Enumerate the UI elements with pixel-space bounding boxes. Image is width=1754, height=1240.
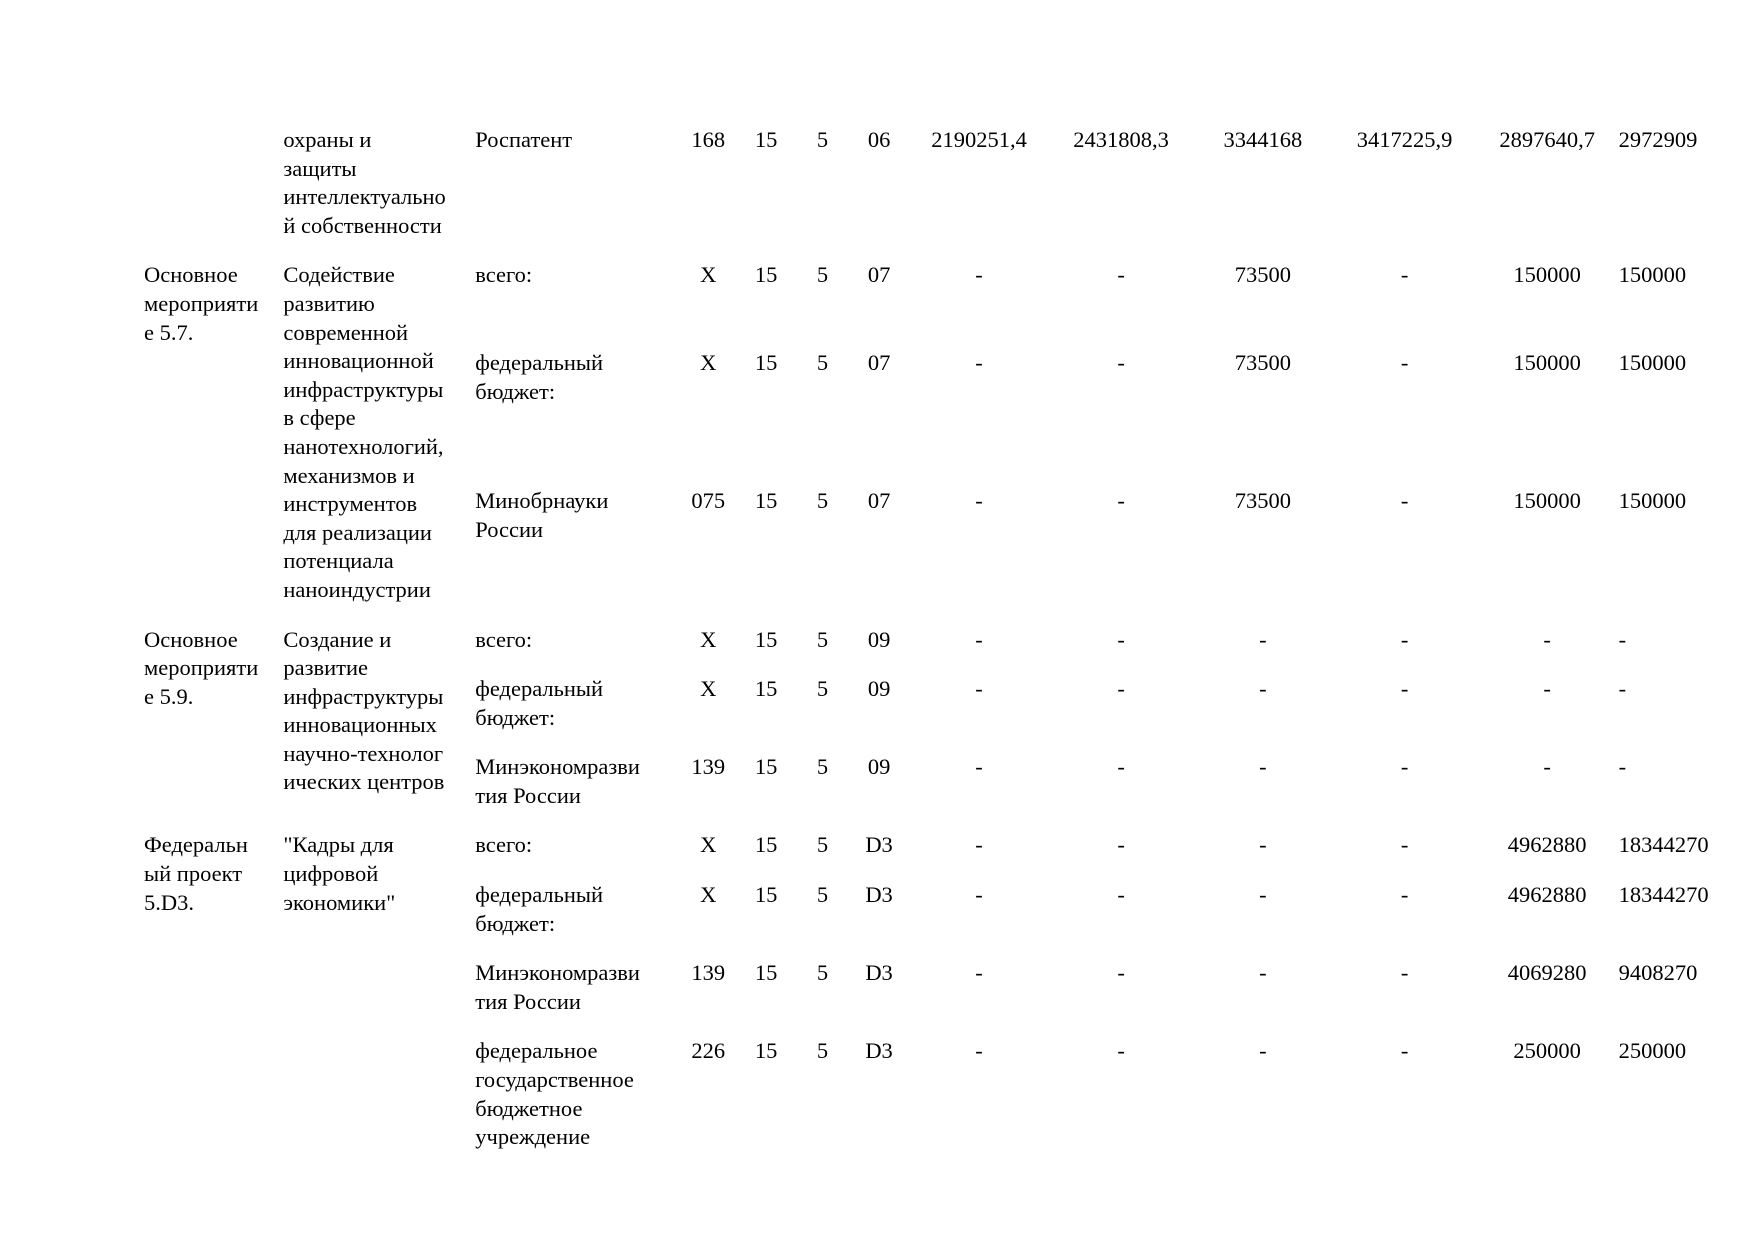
responsible-cell: федеральный бюджет: bbox=[475, 350, 604, 404]
gp-code-cell: 15 bbox=[754, 832, 778, 858]
value-year-5-cell: 150000 bbox=[1513, 350, 1581, 376]
om-code-cell: 06 bbox=[867, 127, 891, 152]
value-year-6-cell: 150000 bbox=[1618, 488, 1687, 514]
grbs-code-cell: X bbox=[700, 832, 717, 858]
value-year-4-cell: - bbox=[1400, 754, 1409, 780]
responsible-cell: всего: bbox=[475, 832, 533, 858]
gp-code-cell: 15 bbox=[754, 1038, 778, 1064]
value-year-6-cell: 9408270 bbox=[1618, 960, 1698, 986]
gp-code-cell: 15 bbox=[754, 127, 778, 152]
value-year-6-cell: - bbox=[1618, 754, 1627, 780]
pgp-code-cell: 5 bbox=[816, 960, 829, 986]
measure-cell bbox=[144, 126, 283, 261]
value-year-2-cell: - bbox=[1117, 626, 1125, 652]
om-code-cell: 07 bbox=[867, 488, 891, 514]
value-year-1-cell: - bbox=[975, 960, 983, 986]
value-year-6-cell: 18344270 bbox=[1618, 882, 1709, 908]
value-year-2-cell: - bbox=[1117, 350, 1125, 376]
om-code-cell: 07 bbox=[867, 350, 891, 376]
value-year-2-cell: - bbox=[1117, 1038, 1125, 1064]
value-year-2-cell: - bbox=[1117, 488, 1125, 514]
measure-name-cell: Содействие развитию современной инновационной инфраструктуры в сфере нанотехнологий, механизмов и инструментов для реализации потенциала наноиндустрии bbox=[283, 262, 444, 602]
responsible-cell: Минобрнауки России bbox=[475, 488, 609, 542]
pgp-code-cell: 5 bbox=[816, 626, 829, 652]
table-body bbox=[144, 126, 1754, 1173]
value-year-4-cell: 3417225,9 bbox=[1356, 127, 1453, 152]
value-year-5-cell: - bbox=[1543, 626, 1551, 652]
value-year-3-cell: - bbox=[1259, 754, 1267, 780]
value-year-2-cell: - bbox=[1117, 754, 1125, 780]
responsible-cell: всего: bbox=[475, 626, 533, 652]
value-year-3-cell: - bbox=[1259, 1038, 1267, 1064]
value-year-3-cell: - bbox=[1259, 960, 1267, 986]
value-year-1-cell: - bbox=[975, 350, 983, 376]
value-year-1-cell: - bbox=[975, 488, 983, 514]
value-year-1-cell: - bbox=[975, 832, 983, 858]
pgp-code-cell: 5 bbox=[816, 676, 829, 702]
value-year-3-cell: 73500 bbox=[1234, 262, 1291, 288]
value-year-5-cell: 2897640,7 bbox=[1499, 127, 1595, 152]
value-year-5-cell: 150000 bbox=[1513, 262, 1581, 288]
grbs-code-cell: X bbox=[700, 676, 717, 702]
value-year-3-cell: 73500 bbox=[1234, 488, 1291, 514]
value-year-1-cell: - bbox=[975, 882, 983, 908]
value-year-4-cell: - bbox=[1400, 350, 1409, 376]
responsible-cell: всего: bbox=[475, 262, 533, 288]
responsible-cell: Минэкономразви тия России bbox=[475, 754, 640, 808]
measure-name-cell: "Кадры для цифровой экономики" bbox=[283, 832, 396, 915]
value-year-1-cell: - bbox=[975, 262, 983, 288]
value-year-1-cell: - bbox=[975, 626, 983, 652]
gp-code-cell: 15 bbox=[754, 882, 778, 908]
value-year-5-cell: 250000 bbox=[1513, 1038, 1581, 1064]
value-year-4-cell: - bbox=[1400, 882, 1409, 908]
value-year-1-cell: - bbox=[975, 676, 983, 702]
gp-code-cell: 15 bbox=[754, 754, 778, 780]
responsible-cell: федеральный бюджет: bbox=[475, 882, 604, 936]
value-year-4-cell: - bbox=[1400, 676, 1409, 702]
value-year-4-cell: - bbox=[1400, 1038, 1409, 1064]
pgp-code-cell: 5 bbox=[816, 832, 829, 858]
om-code-cell: 09 bbox=[867, 676, 891, 702]
pgp-code-cell: 5 bbox=[816, 350, 829, 376]
budget-table bbox=[144, 126, 1754, 1173]
value-year-6-cell: - bbox=[1618, 626, 1627, 652]
table-row bbox=[144, 126, 1754, 261]
value-year-6-cell: 18344270 bbox=[1618, 832, 1709, 858]
value-year-5-cell: 4962880 bbox=[1507, 882, 1587, 908]
value-year-2-cell: - bbox=[1117, 882, 1125, 908]
table-row bbox=[144, 626, 1754, 676]
gp-code-cell: 15 bbox=[754, 488, 778, 514]
measure-cell: Основное мероприяти е 5.7. bbox=[144, 262, 259, 345]
gp-code-cell: 15 bbox=[754, 626, 778, 652]
om-code-cell: 07 bbox=[867, 262, 891, 288]
gp-code-cell: 15 bbox=[754, 350, 778, 376]
value-year-3-cell: - bbox=[1259, 832, 1267, 858]
value-year-4-cell: - bbox=[1400, 832, 1409, 858]
value-year-3-cell: 3344168 bbox=[1223, 127, 1303, 152]
value-year-6-cell: 2972909 bbox=[1618, 127, 1698, 152]
value-year-2-cell: - bbox=[1117, 676, 1125, 702]
value-year-1-cell: 2190251,4 bbox=[931, 127, 1027, 152]
value-year-2-cell: - bbox=[1117, 832, 1125, 858]
om-code-cell: 09 bbox=[867, 626, 891, 652]
value-year-2-cell: 2431808,3 bbox=[1073, 127, 1169, 152]
grbs-code-cell: X bbox=[700, 350, 717, 376]
om-code-cell: D3 bbox=[865, 960, 893, 986]
grbs-code-cell: X bbox=[700, 262, 717, 288]
grbs-code-cell: X bbox=[700, 626, 717, 652]
grbs-code-cell: X bbox=[700, 882, 717, 908]
gp-code-cell: 15 bbox=[754, 262, 778, 288]
pgp-code-cell: 5 bbox=[816, 488, 829, 514]
pgp-code-cell: 5 bbox=[816, 882, 829, 908]
om-code-cell: D3 bbox=[865, 1038, 893, 1064]
gp-code-cell: 15 bbox=[754, 676, 778, 702]
measure-cell: Основное мероприяти е 5.9. bbox=[144, 626, 259, 709]
responsible-cell: Роспатент bbox=[475, 127, 573, 152]
value-year-3-cell: - bbox=[1259, 626, 1267, 652]
table-row bbox=[144, 831, 1754, 881]
measure-name-cell: Создание и развитие инфраструктуры инновационных научно-технолог ических центров bbox=[283, 626, 445, 795]
value-year-6-cell: 150000 bbox=[1618, 262, 1687, 288]
value-year-1-cell: - bbox=[975, 1038, 983, 1064]
value-year-4-cell: - bbox=[1400, 626, 1409, 652]
grbs-code-cell: 226 bbox=[691, 1038, 726, 1064]
value-year-5-cell: - bbox=[1543, 676, 1551, 702]
value-year-3-cell: 73500 bbox=[1234, 350, 1291, 376]
grbs-code-cell: 139 bbox=[691, 754, 726, 780]
grbs-code-cell: 075 bbox=[691, 488, 726, 514]
grbs-code-cell: 168 bbox=[691, 127, 726, 152]
pgp-code-cell: 5 bbox=[816, 262, 829, 288]
value-year-5-cell: 4069280 bbox=[1507, 960, 1587, 986]
gp-code-cell: 15 bbox=[754, 960, 778, 986]
pgp-code-cell: 5 bbox=[816, 1038, 829, 1064]
grbs-code-cell: 139 bbox=[691, 960, 726, 986]
value-year-4-cell: - bbox=[1400, 488, 1409, 514]
measure-cell: Федеральн ый проект 5.D3. bbox=[144, 832, 248, 915]
value-year-6-cell: 150000 bbox=[1618, 350, 1687, 376]
value-year-5-cell: 4962880 bbox=[1507, 832, 1587, 858]
value-year-2-cell: - bbox=[1117, 960, 1125, 986]
responsible-cell: федеральное государственное бюджетное учреждение bbox=[475, 1038, 634, 1150]
responsible-cell: федеральный бюджет: bbox=[475, 676, 604, 730]
value-year-3-cell: - bbox=[1259, 676, 1267, 702]
value-year-6-cell: - bbox=[1618, 676, 1627, 702]
pgp-code-cell: 5 bbox=[816, 127, 829, 152]
value-year-3-cell: - bbox=[1259, 882, 1267, 908]
om-code-cell: D3 bbox=[865, 832, 893, 858]
value-year-6-cell: 250000 bbox=[1618, 1038, 1687, 1064]
value-year-4-cell: - bbox=[1400, 262, 1409, 288]
value-year-5-cell: - bbox=[1543, 754, 1551, 780]
om-code-cell: 09 bbox=[867, 754, 891, 780]
om-code-cell: D3 bbox=[865, 882, 893, 908]
value-year-5-cell: 150000 bbox=[1513, 488, 1581, 514]
measure-name-cell: охраны и защиты интеллектуально й собственности bbox=[283, 127, 446, 238]
pgp-code-cell: 5 bbox=[816, 754, 829, 780]
table-row bbox=[144, 261, 1754, 349]
value-year-4-cell: - bbox=[1400, 960, 1409, 986]
value-year-1-cell: - bbox=[975, 754, 983, 780]
responsible-cell: Минэкономразви тия России bbox=[475, 960, 640, 1014]
value-year-2-cell: - bbox=[1117, 262, 1125, 288]
